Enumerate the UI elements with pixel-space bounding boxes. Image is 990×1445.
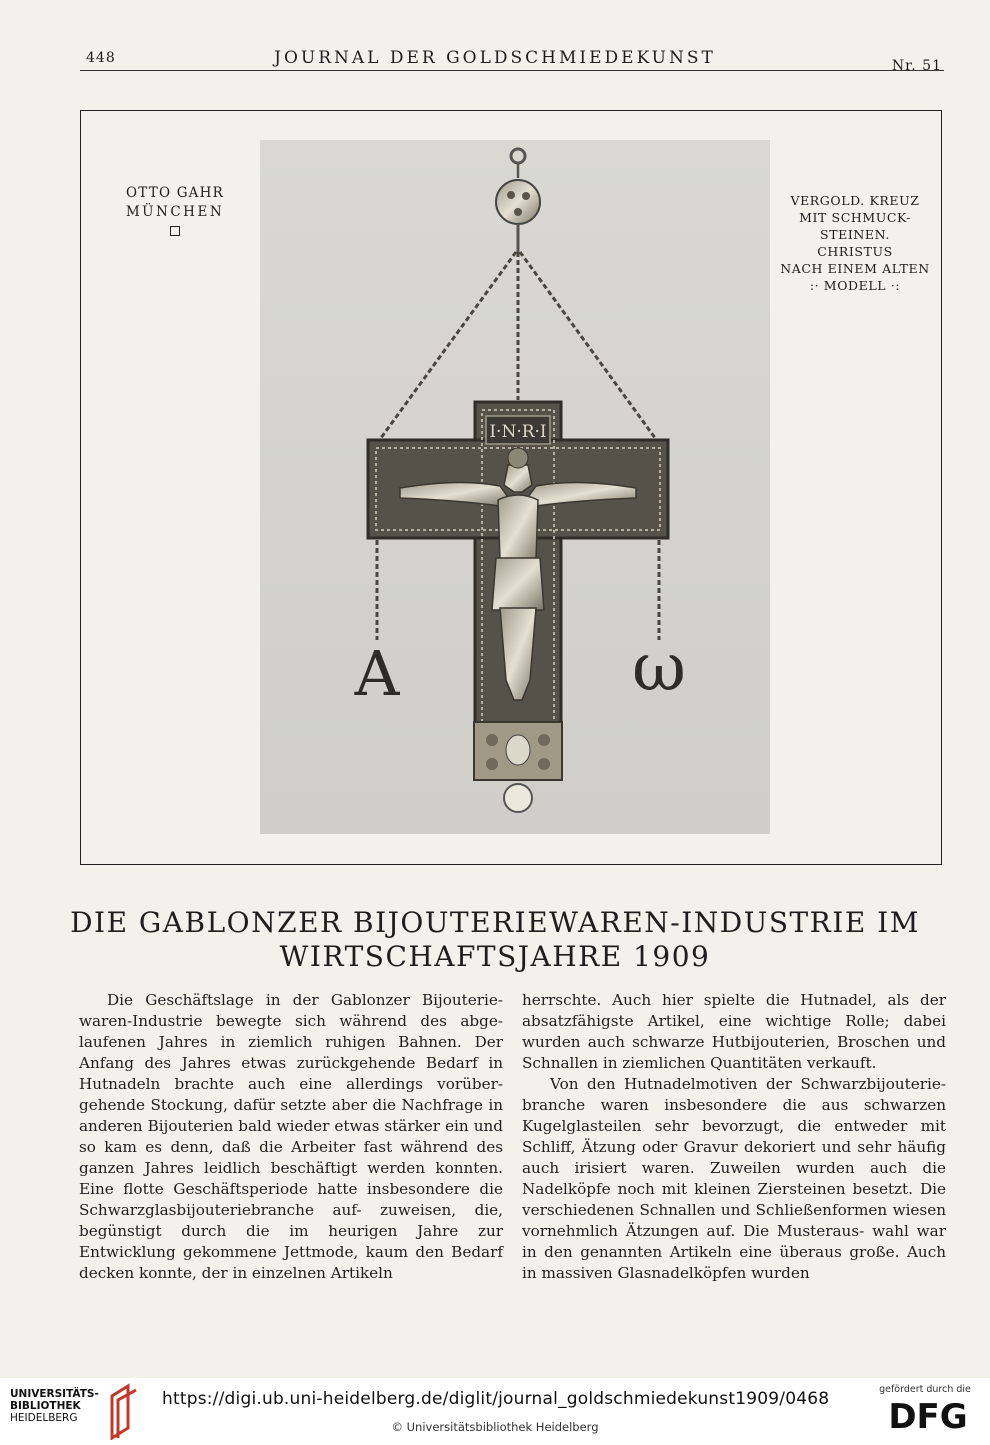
caption-right-line: :· MODELL ·: <box>809 278 901 293</box>
caption-right-line: NACH EINEM ALTEN <box>780 261 930 276</box>
paragraph: Die Geschäftslage in der Gablonzer Bijouterie- waren-Industrie bewegte sich während des abge- laufenen Jahres in ziemlich ruhigen Bahnen. Der Anfang des Jahres etwas zurückgehende Bedarf in Hutnadeln brachte auch eine allerdings vorüber- gehende Stockung, dafür setzte aber die Nachfrage in anderen Bijouterien bald wieder etwas stärker ein und so kam es denn, daß die Arbeiter fast während des ganzen Jahres leidlich beschäftigt werden konnten. Eine flotte Geschäftsperiode hatte insbesondere die Schwarzglasbijouteriebranche auf- zuweisen, die, begünstigt durch die im heurigen Jahre zur Entwicklung gekommene Jettmode, kaum den Bedarf decken konnte, der in einzelnen Artikeln <box>79 991 503 1282</box>
journal-title: JOURNAL DER GOLDSCHMIEDEKUNST <box>274 48 716 68</box>
svg-text:A: A <box>354 637 400 710</box>
header-rule <box>80 70 944 71</box>
square-ornament-icon <box>170 226 180 236</box>
article-column-left <box>79 990 503 1284</box>
paragraph: herrschte. Auch hier spielte die Hutnadel, als der absatzfähigste Artikel, eine wichtige Rolle; dabei wurden auch schwarze Hutbijouterien, Broschen und Schnallen in ziemlichen Quantitäten verkauft. <box>522 991 946 1072</box>
caption-left-line: OTTO GAHR <box>126 185 224 201</box>
caption-left-line: MÜNCHEN <box>125 204 225 220</box>
permalink-url[interactable]: https://digi.ub.uni-heidelberg.de/diglit/journal_goldschmiedekunst1909/0468 <box>162 1389 830 1409</box>
caption-left <box>95 184 255 242</box>
svg-text:DFG: DFG <box>888 1397 968 1433</box>
svg-text:ω: ω <box>632 629 686 706</box>
article-title-line: DIE GABLONZER BIJOUTERIEWAREN-INDUSTRIE IM <box>70 906 920 939</box>
funding-note: gefördert durch die <box>879 1384 971 1395</box>
article-title <box>60 906 930 974</box>
article-title-line: WIRTSCHAFTSJAHRE 1909 <box>279 940 711 973</box>
page-number: 448 <box>86 50 116 66</box>
crystal-drop <box>504 784 532 812</box>
caption-right-line: STEINEN. CHRISTUS <box>817 227 893 259</box>
inri-inscription: I·N·R·I <box>489 422 547 442</box>
caption-right-line: VERGOLD. KREUZ <box>790 193 920 208</box>
caption-right <box>780 192 930 294</box>
ornament-ball <box>496 180 540 224</box>
library-name-line: UNIVERSITÄTS- <box>10 1388 99 1400</box>
library-name-line: BIBLIOTHEK <box>10 1400 81 1412</box>
dfg-logo[interactable] <box>880 1397 976 1433</box>
crucifix-photo <box>260 140 770 834</box>
library-name-line: HEIDELBERG <box>10 1412 78 1424</box>
issue-number: Nr. 51 <box>891 58 942 74</box>
paragraph: Von den Hutnadelmotiven der Schwarzbijouterie- branche waren insbesondere die aus schwarzen Kugelglasteilen sehr bevorzugt, die entweder mit Schliff, Ätzung oder Gravur dekoriert und sehr häufig auch irisiert waren. Zuweilen wurden auch die Nadelköpfe noch mit kleinen Ziersteinen besetzt. Die verschiedenen Schnallen und Schließenformen wiesen vornehmlich Ätzungen auf. Die Musteraus- wahl war in den genannten Artikeln eine überaus große. Auch in massiven Glasnadelköpfen wurden <box>522 1075 946 1282</box>
caption-right-line: MIT SCHMUCK- <box>799 210 911 225</box>
copyright-notice: © Universitätsbibliothek Heidelberg <box>391 1420 599 1434</box>
article-column-right <box>522 990 946 1284</box>
